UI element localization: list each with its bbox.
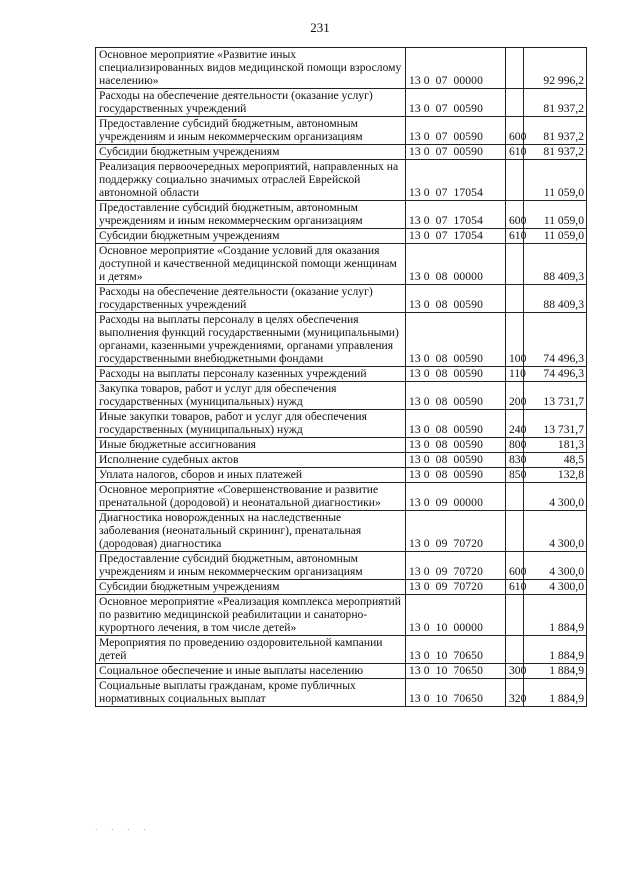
table-row bbox=[96, 438, 587, 453]
table-row bbox=[96, 382, 587, 410]
row-sum-cell: 48,5 bbox=[524, 453, 587, 468]
row-name-cell: Субсидии бюджетным учреждениям bbox=[96, 229, 406, 244]
row-expense-type-cell bbox=[506, 636, 524, 664]
row-code-cell: 13 0 08 00590 bbox=[406, 313, 506, 367]
row-code-cell: 13 0 09 70720 bbox=[406, 511, 506, 552]
table-row bbox=[96, 229, 587, 244]
row-code-cell: 13 0 08 00590 bbox=[406, 382, 506, 410]
row-sum-cell: 1 884,9 bbox=[524, 679, 587, 707]
row-name-cell: Закупка товаров, работ и услуг для обеспечения государственных (муниципальных) нужд bbox=[96, 382, 406, 410]
row-code-cell: 13 0 09 70720 bbox=[406, 552, 506, 580]
row-code-cell: 13 0 08 00590 bbox=[406, 468, 506, 483]
row-name-cell: Основное мероприятие «Совершенствование и развитие пренатальной (дородовой) и неонатальной диагностики» bbox=[96, 483, 406, 511]
table-row bbox=[96, 595, 587, 636]
row-expense-type-cell: 610 bbox=[506, 229, 524, 244]
table-row bbox=[96, 117, 587, 145]
row-sum-cell: 4 300,0 bbox=[524, 580, 587, 595]
row-code-cell: 13 0 08 00000 bbox=[406, 244, 506, 285]
table-row bbox=[96, 285, 587, 313]
table-row bbox=[96, 636, 587, 664]
table-row bbox=[96, 201, 587, 229]
table-row bbox=[96, 511, 587, 552]
row-code-cell: 13 0 10 70650 bbox=[406, 679, 506, 707]
row-name-cell: Субсидии бюджетным учреждениям bbox=[96, 145, 406, 160]
row-expense-type-cell bbox=[506, 160, 524, 201]
row-expense-type-cell: 800 bbox=[506, 438, 524, 453]
table-row bbox=[96, 580, 587, 595]
row-code-cell: 13 0 08 00590 bbox=[406, 367, 506, 382]
row-expense-type-cell: 300 bbox=[506, 664, 524, 679]
row-sum-cell: 1 884,9 bbox=[524, 664, 587, 679]
row-name-cell: Расходы на выплаты персоналу казенных учреждений bbox=[96, 367, 406, 382]
row-sum-cell: 4 300,0 bbox=[524, 483, 587, 511]
row-name-cell: Расходы на обеспечение деятельности (оказание услуг) государственных учреждений bbox=[96, 89, 406, 117]
table-row bbox=[96, 48, 587, 89]
page-number: 231 bbox=[310, 20, 330, 35]
row-expense-type-cell: 600 bbox=[506, 552, 524, 580]
row-code-cell: 13 0 09 00000 bbox=[406, 483, 506, 511]
row-code-cell: 13 0 07 17054 bbox=[406, 201, 506, 229]
row-name-cell: Социальное обеспечение и иные выплаты населению bbox=[96, 664, 406, 679]
row-expense-type-cell bbox=[506, 511, 524, 552]
scan-specks: · · · · bbox=[95, 826, 152, 834]
row-sum-cell: 88 409,3 bbox=[524, 285, 587, 313]
row-code-cell: 13 0 08 00590 bbox=[406, 285, 506, 313]
row-sum-cell: 1 884,9 bbox=[524, 636, 587, 664]
row-expense-type-cell bbox=[506, 483, 524, 511]
row-sum-cell: 88 409,3 bbox=[524, 244, 587, 285]
row-expense-type-cell: 320 bbox=[506, 679, 524, 707]
row-sum-cell: 13 731,7 bbox=[524, 410, 587, 438]
table-row bbox=[96, 160, 587, 201]
row-sum-cell: 81 937,2 bbox=[524, 117, 587, 145]
row-sum-cell: 92 996,2 bbox=[524, 48, 587, 89]
row-expense-type-cell: 600 bbox=[506, 117, 524, 145]
row-expense-type-cell bbox=[506, 89, 524, 117]
row-name-cell: Основное мероприятие «Создание условий для оказания доступной и качественной медицинской помощи женщинам и детям» bbox=[96, 244, 406, 285]
row-sum-cell: 81 937,2 bbox=[524, 145, 587, 160]
row-code-cell: 13 0 07 00590 bbox=[406, 89, 506, 117]
row-sum-cell: 181,3 bbox=[524, 438, 587, 453]
row-expense-type-cell: 200 bbox=[506, 382, 524, 410]
row-code-cell: 13 0 09 70720 bbox=[406, 580, 506, 595]
table-row bbox=[96, 313, 587, 367]
table-row bbox=[96, 453, 587, 468]
table-row bbox=[96, 679, 587, 707]
table-row bbox=[96, 483, 587, 511]
row-name-cell: Иные бюджетные ассигнования bbox=[96, 438, 406, 453]
row-expense-type-cell bbox=[506, 244, 524, 285]
row-name-cell: Иные закупки товаров, работ и услуг для обеспечения государственных (муниципальных) нужд bbox=[96, 410, 406, 438]
row-name-cell: Диагностика новорожденных на наследственные заболевания (неонатальный скрининг), пренатальная (дородовая) диагностика bbox=[96, 511, 406, 552]
row-expense-type-cell: 110 bbox=[506, 367, 524, 382]
row-code-cell: 13 0 08 00590 bbox=[406, 438, 506, 453]
row-name-cell: Расходы на обеспечение деятельности (оказание услуг) государственных учреждений bbox=[96, 285, 406, 313]
row-code-cell: 13 0 07 00590 bbox=[406, 145, 506, 160]
budget-table bbox=[95, 47, 587, 707]
row-expense-type-cell: 850 bbox=[506, 468, 524, 483]
row-expense-type-cell bbox=[506, 48, 524, 89]
budget-table-body bbox=[96, 48, 587, 707]
row-code-cell: 13 0 08 00590 bbox=[406, 410, 506, 438]
row-code-cell: 13 0 07 17054 bbox=[406, 229, 506, 244]
row-sum-cell: 4 300,0 bbox=[524, 552, 587, 580]
row-expense-type-cell: 610 bbox=[506, 145, 524, 160]
row-sum-cell: 74 496,3 bbox=[524, 313, 587, 367]
row-expense-type-cell: 610 bbox=[506, 580, 524, 595]
row-code-cell: 13 0 07 17054 bbox=[406, 160, 506, 201]
row-expense-type-cell: 830 bbox=[506, 453, 524, 468]
row-sum-cell: 4 300,0 bbox=[524, 511, 587, 552]
table-row bbox=[96, 664, 587, 679]
row-name-cell: Уплата налогов, сборов и иных платежей bbox=[96, 468, 406, 483]
row-code-cell: 13 0 10 00000 bbox=[406, 595, 506, 636]
row-sum-cell: 132,8 bbox=[524, 468, 587, 483]
row-name-cell: Исполнение судебных актов bbox=[96, 453, 406, 468]
table-row bbox=[96, 89, 587, 117]
row-code-cell: 13 0 10 70650 bbox=[406, 664, 506, 679]
table-row bbox=[96, 552, 587, 580]
row-expense-type-cell: 600 bbox=[506, 201, 524, 229]
row-code-cell: 13 0 07 00000 bbox=[406, 48, 506, 89]
row-expense-type-cell bbox=[506, 595, 524, 636]
row-sum-cell: 81 937,2 bbox=[524, 89, 587, 117]
row-expense-type-cell: 240 bbox=[506, 410, 524, 438]
row-sum-cell: 1 884,9 bbox=[524, 595, 587, 636]
row-name-cell: Реализация первоочередных мероприятий, направленных на поддержку социально значимых отраслей Еврейской автономной области bbox=[96, 160, 406, 201]
table-row bbox=[96, 145, 587, 160]
row-name-cell: Основное мероприятие «Реализация комплекса мероприятий по развитию медицинской реабилитации и санаторно-курортного лечения, в том числе детей» bbox=[96, 595, 406, 636]
row-sum-cell: 11 059,0 bbox=[524, 229, 587, 244]
row-name-cell: Основное мероприятие «Развитие иных специализированных видов медицинской помощи взрослому населению» bbox=[96, 48, 406, 89]
row-sum-cell: 13 731,7 bbox=[524, 382, 587, 410]
row-code-cell: 13 0 07 00590 bbox=[406, 117, 506, 145]
row-expense-type-cell: 100 bbox=[506, 313, 524, 367]
row-name-cell: Субсидии бюджетным учреждениям bbox=[96, 580, 406, 595]
row-sum-cell: 11 059,0 bbox=[524, 201, 587, 229]
row-name-cell: Предоставление субсидий бюджетным, автономным учреждениям и иным некоммерческим организациям bbox=[96, 201, 406, 229]
table-row bbox=[96, 410, 587, 438]
row-name-cell: Предоставление субсидий бюджетным, автономным учреждениям и иным некоммерческим организациям bbox=[96, 117, 406, 145]
row-sum-cell: 11 059,0 bbox=[524, 160, 587, 201]
row-expense-type-cell bbox=[506, 285, 524, 313]
row-sum-cell: 74 496,3 bbox=[524, 367, 587, 382]
row-code-cell: 13 0 10 70650 bbox=[406, 636, 506, 664]
table-row bbox=[96, 367, 587, 382]
row-name-cell: Социальные выплаты гражданам, кроме публичных нормативных социальных выплат bbox=[96, 679, 406, 707]
table-row bbox=[96, 468, 587, 483]
row-code-cell: 13 0 08 00590 bbox=[406, 453, 506, 468]
row-name-cell: Мероприятия по проведению оздоровительной кампании детей bbox=[96, 636, 406, 664]
table-row bbox=[96, 244, 587, 285]
row-name-cell: Предоставление субсидий бюджетным, автономным учреждениям и иным некоммерческим организациям bbox=[96, 552, 406, 580]
row-name-cell: Расходы на выплаты персоналу в целях обеспечения выполнения функций государственными (муниципальными) органами, казенными учреждениями, органами управления государственными внебюджетными фондами bbox=[96, 313, 406, 367]
